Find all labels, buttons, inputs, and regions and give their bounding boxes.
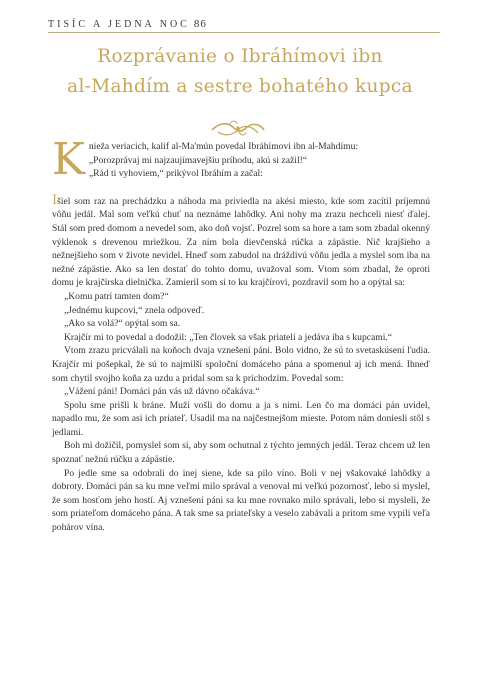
story-paragraph-2: „Komu patrí tamten dom?“ (64, 290, 169, 302)
story-paragraph-3: „Jednému kupcovi,“ znela odpoveď. (64, 304, 205, 316)
intro-dialogue-2: „Rád ti vyhoviem,“ prikývol Ibráhím a začal: (88, 168, 263, 180)
running-head (48, 18, 207, 30)
story-paragraph-4: „Ako sa volá?“ opýtal som sa. (64, 318, 181, 330)
story-paragraph-7: „Vážení páni! Domáci pán vás už dávno očakáva.“ (64, 386, 260, 398)
page-number: 86 (193, 18, 207, 30)
page-body (52, 134, 431, 535)
story-paragraph-6: Vtom zrazu pricválali na koňoch dvaja vznešení páni. Bolo vidno, že sú to svetaskúsení ľudia. Krajčír mi pošepkal, že sú to najmilší spoloční domáceho pána a spomenul aj ich mená. Ihneď som chytil svojho koňa za uzdu a pridal som sa k príchodzím. Povedal som: (52, 345, 430, 384)
chapter-title-line-2: al-Mahdím a sestre bohatého kupca (67, 76, 413, 97)
intro-text-1: nieža veriacich, kalif al-Ma'mún povedal Ibráhímovi ibn al-Mahdímu: (88, 141, 359, 152)
story-text-1: šiel som raz na prechádzku a náhoda ma priviedla na akési miesto, kde som zacítil príjemnú vôňu jedál. Mal som veľkú chuť na neznáme lahôdky. Ani nohy ma zrazu nechceli niesť ďalej. Stál som pred domom a nevedel som, ako doň vojsť. Pozrel som sa hore a tam som zbadal okenný výklenok s drevenou mriežkou. Za ním bola dievčenská rúčka a zápästie. Nič krajšieho a nežnejšieho som v živote nevidel. Hneď som zabudol na dráždivú vôňu jedla a myslel som iba na nežné zápästie. Ako sa len dostať do tohto domu, uvažoval som. Vtom som zbadal, že oproti domu je krajčírska dielnička. Zamieril som si to ku krajčírovi, pozdravil som ho a opýtal sa: (52, 195, 430, 289)
drop-cap: K (52, 134, 85, 185)
story-paragraph-1 (52, 194, 430, 290)
story-paragraph-8: Spolu sme prišli k bráne. Muži vošli do domu a ja s nimi. Len čo ma domáci pán uvidel, napadlo mu, že som asi ich priateľ. Usadil ma na najčestnejšom mieste. Potom nám doniesli stôl s jedlami. (52, 399, 430, 438)
header-rule (48, 32, 440, 33)
story-paragraph-5: Krajčír mi to povedal a dodožil: „Ten človek sa však priatelí a jedáva iba s kupcami.“ (64, 331, 393, 343)
section-gap (52, 181, 430, 194)
flourish-ornament-icon (208, 118, 268, 138)
story-paragraph-9: Boh mi dožičil, pomyslel som si, aby som ochutnal z týchto jemných jedál. Teraz chcem už len spoznať nežnú rúčku a zápästie. (52, 440, 430, 466)
intro-dialogue-1: „Porozprávaj mi najzaujímavejšiu príhodu, akú si zažil!“ (88, 154, 308, 166)
chapter-title (40, 42, 440, 102)
chapter-title-line-1: Rozprávanie o Ibráhímovi ibn (97, 46, 383, 67)
story-initial: I (52, 192, 58, 208)
running-title: TISÍC A JEDNA NOC (48, 19, 190, 30)
story-paragraph-10: Po jedle sme sa odobrali do inej siene, kde sa pilo víno. Boli v nej všakovaké lahôdky a dobroty. Domáci pán sa ku mne veľmi milo správal a venoval mi veľkú pozornosť, lebo si myslel, že som hosťom jeho hostí. Aj vznešení páni sa ku mne rovnako milo správali, lebo si mysleli, že som priateľom domáceho pána. A tak sme sa priateľsky a veselo zabávali a pritom sme vypili veľa pohárov vína. (52, 467, 431, 534)
